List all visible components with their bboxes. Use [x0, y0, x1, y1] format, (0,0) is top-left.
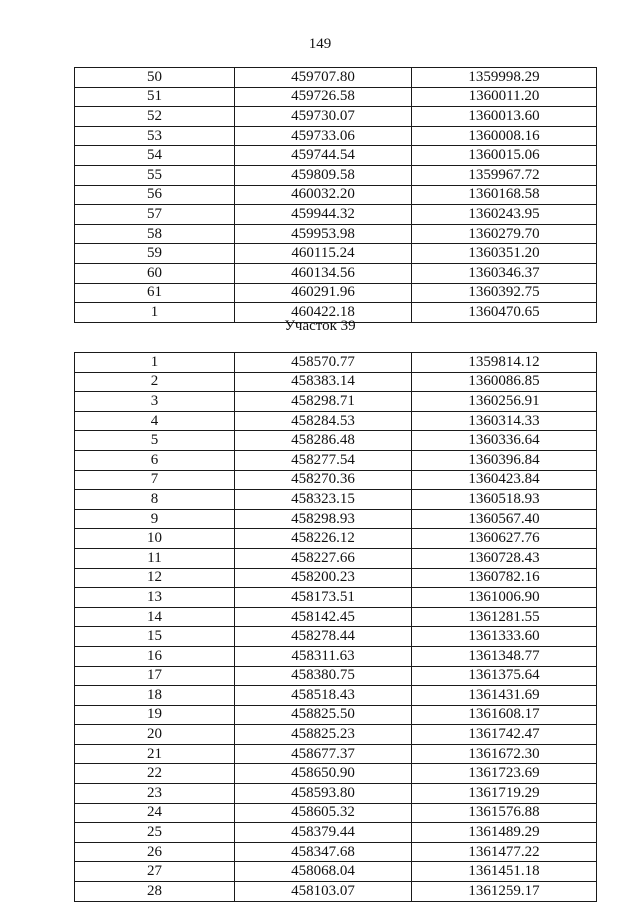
x-coordinate-cell: 460134.56	[235, 263, 412, 283]
coordinates-table-plot-39	[74, 352, 597, 902]
point-number-cell: 17	[75, 666, 235, 686]
x-coordinate-cell: 458650.90	[235, 764, 412, 784]
point-number-cell: 52	[75, 107, 235, 127]
point-number-cell: 18	[75, 686, 235, 706]
x-coordinate-cell: 459809.58	[235, 165, 412, 185]
y-coordinate-cell: 1360518.93	[412, 490, 597, 510]
y-coordinate-cell: 1360243.95	[412, 205, 597, 225]
point-number-cell: 54	[75, 146, 235, 166]
table-row	[75, 411, 597, 431]
point-number-cell: 24	[75, 803, 235, 823]
table-row	[75, 509, 597, 529]
y-coordinate-cell: 1360086.85	[412, 372, 597, 392]
table-row	[75, 588, 597, 608]
table-row	[75, 392, 597, 412]
point-number-cell: 19	[75, 705, 235, 725]
table-row	[75, 146, 597, 166]
x-coordinate-cell: 458383.14	[235, 372, 412, 392]
y-coordinate-cell: 1361281.55	[412, 607, 597, 627]
table-row	[75, 862, 597, 882]
table-row	[75, 224, 597, 244]
point-number-cell: 16	[75, 646, 235, 666]
y-coordinate-cell: 1361719.29	[412, 784, 597, 804]
x-coordinate-cell: 458142.45	[235, 607, 412, 627]
point-number-cell: 23	[75, 784, 235, 804]
x-coordinate-cell: 460291.96	[235, 283, 412, 303]
y-coordinate-cell: 1360011.20	[412, 87, 597, 107]
y-coordinate-cell: 1360470.65	[412, 303, 597, 323]
x-coordinate-cell: 458068.04	[235, 862, 412, 882]
y-coordinate-cell: 1361742.47	[412, 725, 597, 745]
y-coordinate-cell: 1359967.72	[412, 165, 597, 185]
table-row	[75, 529, 597, 549]
point-number-cell: 1	[75, 303, 235, 323]
point-number-cell: 7	[75, 470, 235, 490]
table-row	[75, 490, 597, 510]
y-coordinate-cell: 1360168.58	[412, 185, 597, 205]
point-number-cell: 20	[75, 725, 235, 745]
x-coordinate-cell: 458226.12	[235, 529, 412, 549]
table-row	[75, 725, 597, 745]
point-number-cell: 9	[75, 509, 235, 529]
x-coordinate-cell: 458103.07	[235, 882, 412, 902]
y-coordinate-cell: 1361477.22	[412, 842, 597, 862]
table-row	[75, 666, 597, 686]
table-row	[75, 803, 597, 823]
y-coordinate-cell: 1361576.88	[412, 803, 597, 823]
point-number-cell: 15	[75, 627, 235, 647]
x-coordinate-cell: 458379.44	[235, 823, 412, 843]
table-row	[75, 68, 597, 88]
x-coordinate-cell: 458227.66	[235, 548, 412, 568]
x-coordinate-cell: 458311.63	[235, 646, 412, 666]
table-row	[75, 205, 597, 225]
x-coordinate-cell: 459733.06	[235, 126, 412, 146]
y-coordinate-cell: 1360567.40	[412, 509, 597, 529]
point-number-cell: 56	[75, 185, 235, 205]
point-number-cell: 6	[75, 450, 235, 470]
y-coordinate-cell: 1360728.43	[412, 548, 597, 568]
x-coordinate-cell: 459744.54	[235, 146, 412, 166]
y-coordinate-cell: 1360346.37	[412, 263, 597, 283]
point-number-cell: 60	[75, 263, 235, 283]
table-row	[75, 568, 597, 588]
x-coordinate-cell: 458173.51	[235, 588, 412, 608]
x-coordinate-cell: 459953.98	[235, 224, 412, 244]
table-row	[75, 764, 597, 784]
x-coordinate-cell: 458298.71	[235, 392, 412, 412]
y-coordinate-cell: 1360279.70	[412, 224, 597, 244]
x-coordinate-cell: 458677.37	[235, 744, 412, 764]
table-row	[75, 686, 597, 706]
y-coordinate-cell: 1361333.60	[412, 627, 597, 647]
table-row	[75, 646, 597, 666]
table-row	[75, 87, 597, 107]
table-row	[75, 842, 597, 862]
x-coordinate-cell: 458284.53	[235, 411, 412, 431]
y-coordinate-cell: 1361672.30	[412, 744, 597, 764]
x-coordinate-cell: 460422.18	[235, 303, 412, 323]
x-coordinate-cell: 458277.54	[235, 450, 412, 470]
table-row	[75, 283, 597, 303]
coordinates-table-body	[75, 353, 597, 902]
x-coordinate-cell: 458286.48	[235, 431, 412, 451]
y-coordinate-cell: 1361608.17	[412, 705, 597, 725]
x-coordinate-cell: 458298.93	[235, 509, 412, 529]
point-number-cell: 10	[75, 529, 235, 549]
y-coordinate-cell: 1360314.33	[412, 411, 597, 431]
y-coordinate-cell: 1360392.75	[412, 283, 597, 303]
table-row	[75, 548, 597, 568]
section-title: Участок 39	[284, 318, 356, 334]
y-coordinate-cell: 1359814.12	[412, 353, 597, 373]
x-coordinate-cell: 458605.32	[235, 803, 412, 823]
point-number-cell: 57	[75, 205, 235, 225]
x-coordinate-cell: 458825.23	[235, 725, 412, 745]
table-row	[75, 450, 597, 470]
coordinates-table-continued	[74, 67, 597, 323]
table-row	[75, 882, 597, 902]
point-number-cell: 27	[75, 862, 235, 882]
y-coordinate-cell: 1361006.90	[412, 588, 597, 608]
point-number-cell: 25	[75, 823, 235, 843]
y-coordinate-cell: 1361431.69	[412, 686, 597, 706]
x-coordinate-cell: 459730.07	[235, 107, 412, 127]
y-coordinate-cell: 1360008.16	[412, 126, 597, 146]
point-number-cell: 22	[75, 764, 235, 784]
point-number-cell: 51	[75, 87, 235, 107]
table-row	[75, 431, 597, 451]
y-coordinate-cell: 1361375.64	[412, 666, 597, 686]
point-number-cell: 4	[75, 411, 235, 431]
page-number: 149	[308, 36, 332, 52]
y-coordinate-cell: 1359998.29	[412, 68, 597, 88]
y-coordinate-cell: 1361489.29	[412, 823, 597, 843]
point-number-cell: 5	[75, 431, 235, 451]
table-row	[75, 627, 597, 647]
x-coordinate-cell: 460032.20	[235, 185, 412, 205]
x-coordinate-cell: 458380.75	[235, 666, 412, 686]
coordinates-table-body	[75, 68, 597, 323]
point-number-cell: 21	[75, 744, 235, 764]
table-row	[75, 185, 597, 205]
point-number-cell: 28	[75, 882, 235, 902]
x-coordinate-cell: 458347.68	[235, 842, 412, 862]
table-row	[75, 165, 597, 185]
y-coordinate-cell: 1361451.18	[412, 862, 597, 882]
x-coordinate-cell: 459726.58	[235, 87, 412, 107]
y-coordinate-cell: 1360423.84	[412, 470, 597, 490]
table-row	[75, 705, 597, 725]
y-coordinate-cell: 1360015.06	[412, 146, 597, 166]
x-coordinate-cell: 458825.50	[235, 705, 412, 725]
table-row	[75, 784, 597, 804]
point-number-cell: 26	[75, 842, 235, 862]
x-coordinate-cell: 458570.77	[235, 353, 412, 373]
y-coordinate-cell: 1361348.77	[412, 646, 597, 666]
x-coordinate-cell: 458200.23	[235, 568, 412, 588]
table-row	[75, 607, 597, 627]
point-number-cell: 3	[75, 392, 235, 412]
point-number-cell: 14	[75, 607, 235, 627]
y-coordinate-cell: 1360256.91	[412, 392, 597, 412]
point-number-cell: 61	[75, 283, 235, 303]
point-number-cell: 50	[75, 68, 235, 88]
y-coordinate-cell: 1360013.60	[412, 107, 597, 127]
point-number-cell: 13	[75, 588, 235, 608]
y-coordinate-cell: 1360396.84	[412, 450, 597, 470]
point-number-cell: 1	[75, 353, 235, 373]
table-row	[75, 470, 597, 490]
x-coordinate-cell: 460115.24	[235, 244, 412, 264]
point-number-cell: 59	[75, 244, 235, 264]
x-coordinate-cell: 458278.44	[235, 627, 412, 647]
x-coordinate-cell: 459944.32	[235, 205, 412, 225]
y-coordinate-cell: 1360351.20	[412, 244, 597, 264]
y-coordinate-cell: 1360336.64	[412, 431, 597, 451]
table-row	[75, 823, 597, 843]
point-number-cell: 58	[75, 224, 235, 244]
table-row	[75, 244, 597, 264]
y-coordinate-cell: 1360782.16	[412, 568, 597, 588]
x-coordinate-cell: 458323.15	[235, 490, 412, 510]
point-number-cell: 2	[75, 372, 235, 392]
table-row	[75, 372, 597, 392]
table-row	[75, 107, 597, 127]
x-coordinate-cell: 458270.36	[235, 470, 412, 490]
point-number-cell: 55	[75, 165, 235, 185]
table-row	[75, 353, 597, 373]
table-row	[75, 126, 597, 146]
point-number-cell: 8	[75, 490, 235, 510]
point-number-cell: 12	[75, 568, 235, 588]
x-coordinate-cell: 459707.80	[235, 68, 412, 88]
y-coordinate-cell: 1360627.76	[412, 529, 597, 549]
x-coordinate-cell: 458593.80	[235, 784, 412, 804]
point-number-cell: 11	[75, 548, 235, 568]
y-coordinate-cell: 1361259.17	[412, 882, 597, 902]
x-coordinate-cell: 458518.43	[235, 686, 412, 706]
y-coordinate-cell: 1361723.69	[412, 764, 597, 784]
table-row	[75, 263, 597, 283]
point-number-cell: 53	[75, 126, 235, 146]
table-row	[75, 744, 597, 764]
